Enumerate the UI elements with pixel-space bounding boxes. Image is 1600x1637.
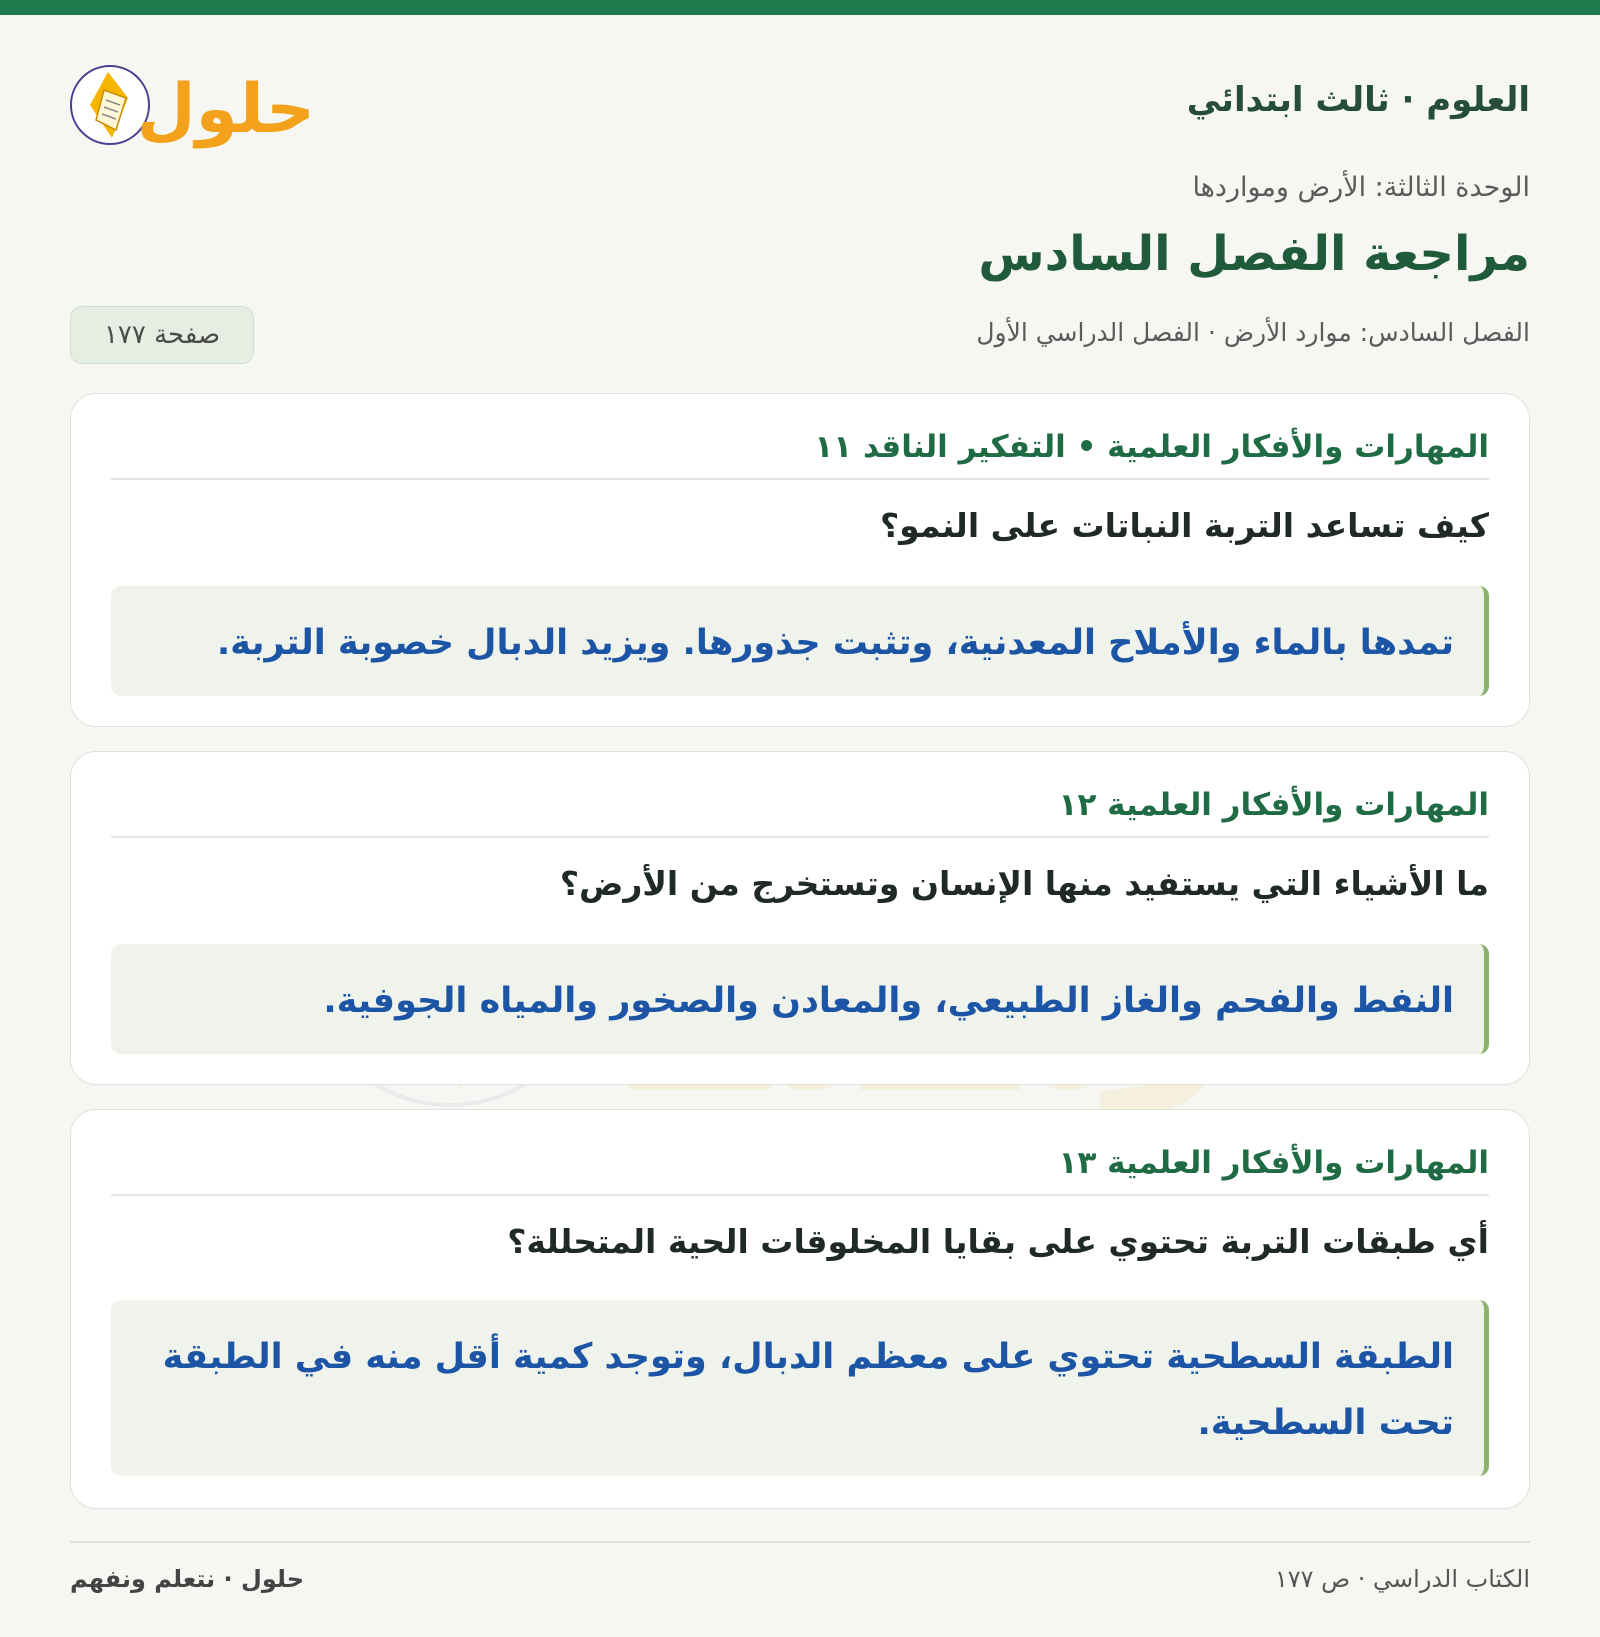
chapter-semester-line: الفصل السادس: موارد الأرض · الفصل الدراسي الأول — [976, 318, 1530, 347]
question-card-13 — [70, 1109, 1530, 1509]
footer-brand-slogan: حلول · نتعلم ونفهم — [70, 1565, 304, 1593]
hulul-logo[interactable] — [70, 50, 330, 160]
question-text: ما الأشياء التي يستفيد منها الإنسان وتستخرج من الأرض؟ — [559, 864, 1489, 903]
logo-wordmark: حلول — [136, 70, 315, 149]
footer-divider — [70, 1541, 1530, 1543]
footer-book-page: الكتاب الدراسي · ص ١٧٧ — [1274, 1565, 1530, 1593]
unit-label: الوحدة الثالثة: الأرض ومواردها — [1192, 172, 1530, 203]
card-heading: المهارات والأفكار العلمية ١٣ — [111, 1138, 1489, 1196]
answer-box: الطبقة السطحية تحتوي على معظم الدبال، وتوجد كمية أقل منه في الطبقة تحت السطحية. — [111, 1300, 1489, 1476]
top-accent-bar — [0, 0, 1600, 15]
answer-box: تمدها بالماء والأملاح المعدنية، وتثبت جذورها. ويزيد الدبال خصوبة التربة. — [111, 586, 1489, 696]
page-title: مراجعة الفصل السادس — [978, 226, 1530, 282]
header — [70, 50, 1530, 160]
page-number-badge: صفحة ١٧٧ — [70, 306, 254, 364]
card-heading: المهارات والأفكار العلمية • التفكير الناقد ١١ — [111, 422, 1489, 480]
question-text: أي طبقات التربة تحتوي على بقايا المخلوقات الحية المتحللة؟ — [507, 1222, 1489, 1261]
question-text: كيف تساعد التربة النباتات على النمو؟ — [880, 506, 1489, 545]
question-card-11 — [70, 393, 1530, 727]
card-heading: المهارات والأفكار العلمية ١٢ — [111, 780, 1489, 838]
question-card-12 — [70, 751, 1530, 1085]
subject-grade-title: العلوم · ثالث ابتدائي — [1186, 80, 1530, 120]
answer-box: النفط والفحم والغاز الطبيعي، والمعادن والصخور والمياه الجوفية. — [111, 944, 1489, 1054]
